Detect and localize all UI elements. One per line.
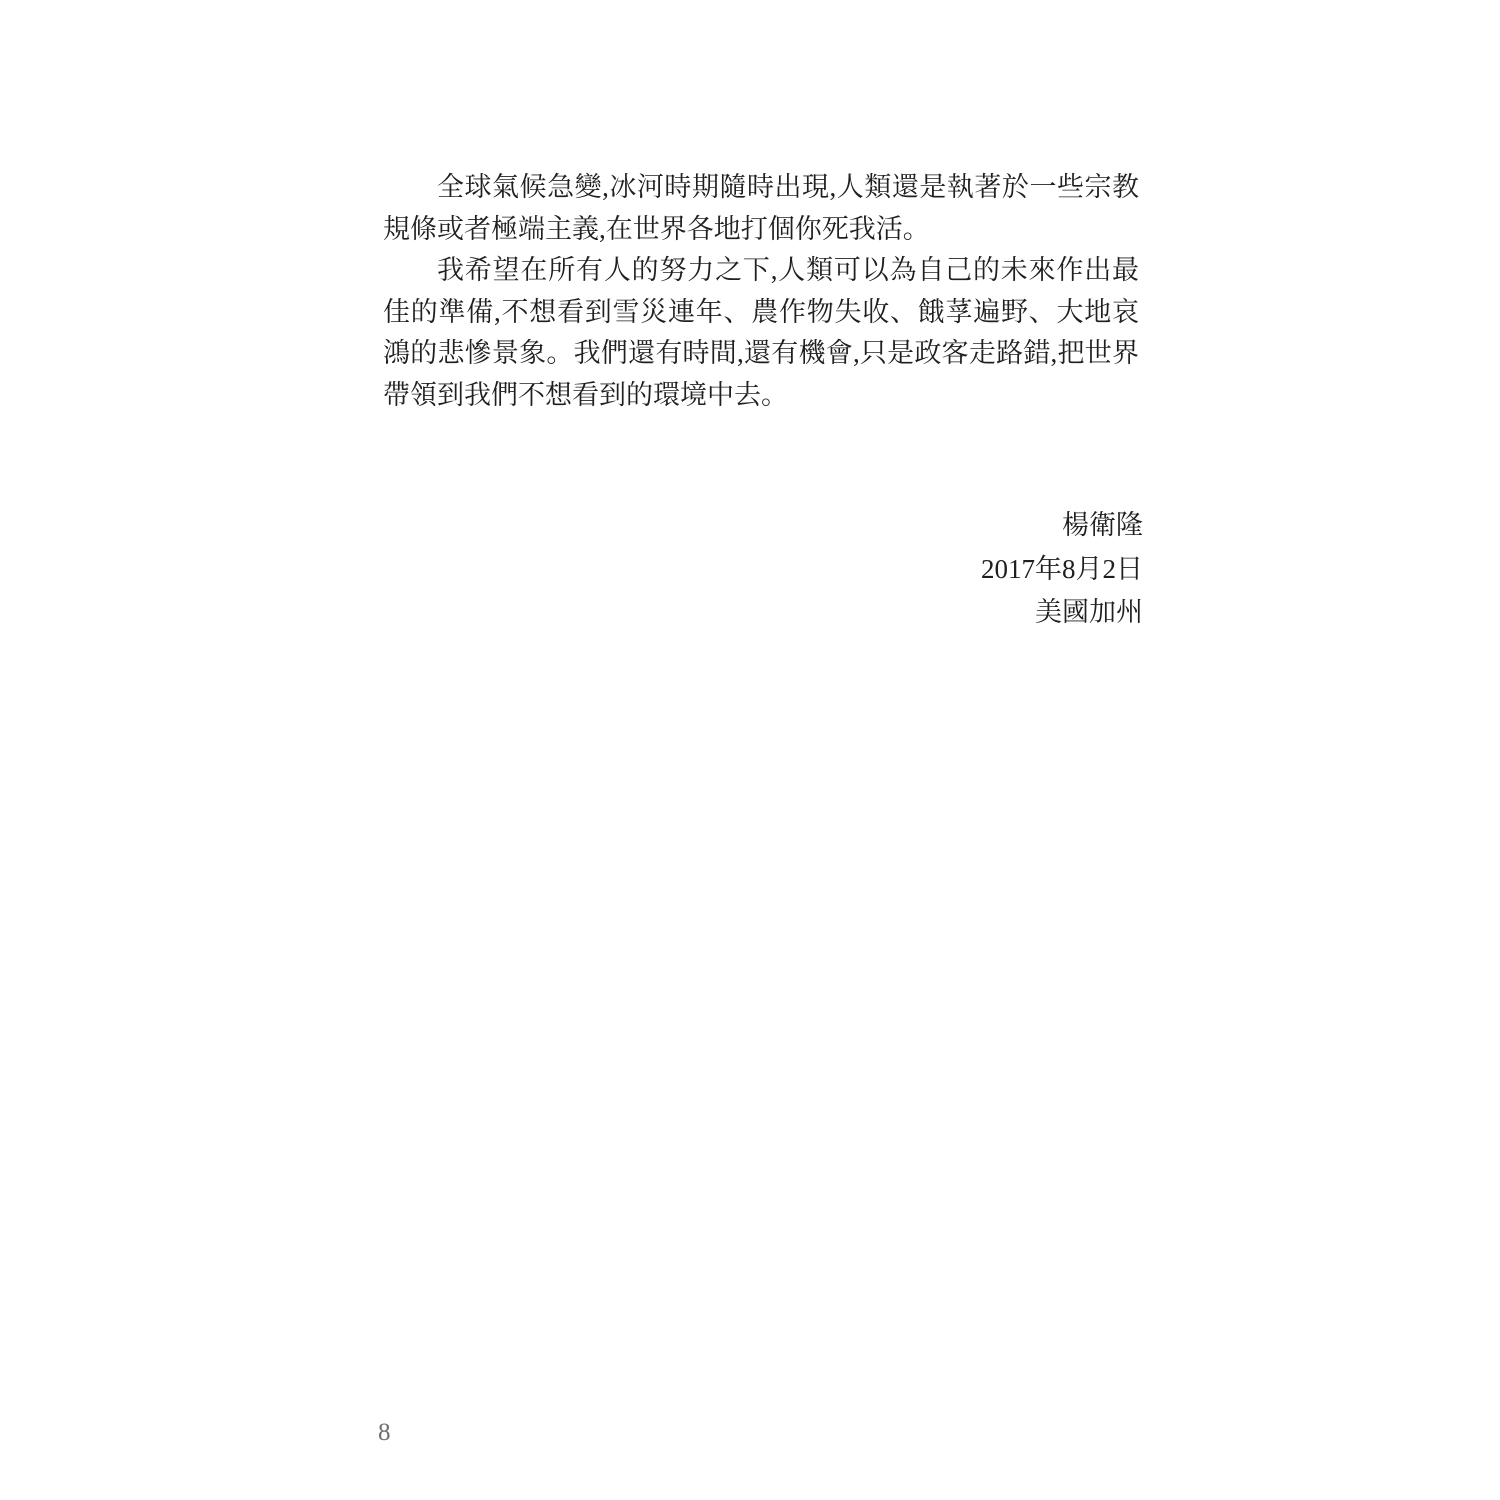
paragraph-hope: 我希望在所有人的努力之下,人類可以為自己的未來作出最佳的準備,不想看到雪災連年、農作物失收、餓莩遍野、大地哀鴻的悲慘景象。我們還有時間,還有機會,只是政客走路錯,把世界帶領到我們不想看到的環境中去。 [383,255,1139,410]
signature-location: 美國加州 [1035,597,1143,627]
page-number: 8 [378,1419,391,1446]
body-text [383,167,1139,416]
signature-block [383,504,1143,635]
signature-date: 2017年8月2日 [981,553,1143,584]
paragraph-climate: 全球氣候急變,冰河時期隨時出現,人類還是執著於一些宗教規條或者極端主義,在世界各地打個你死我活。 [383,172,1139,244]
signature-author: 楊衛隆 [1062,510,1143,540]
